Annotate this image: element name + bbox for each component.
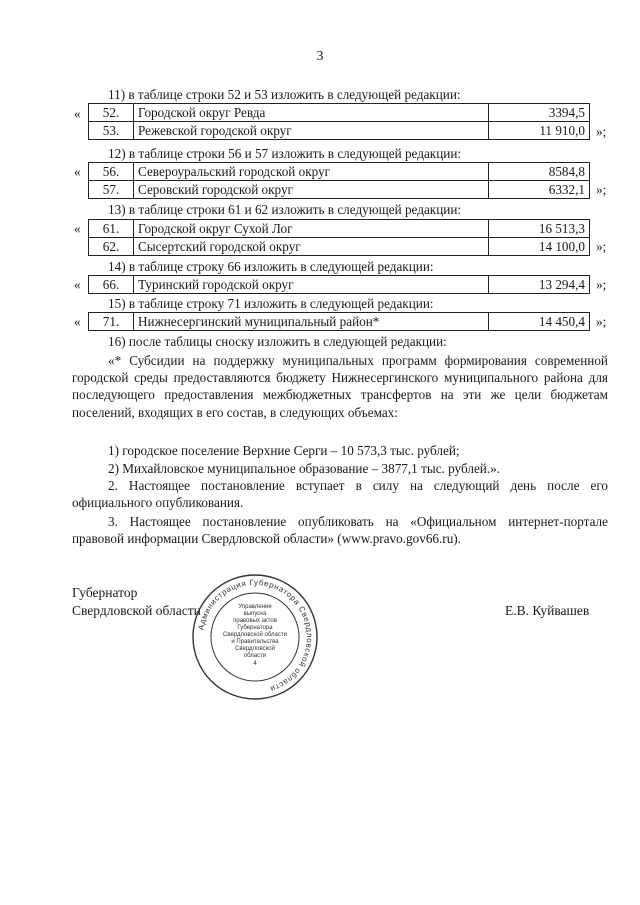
close-quote: »; <box>596 239 607 254</box>
row-value: 14 100,0 <box>489 238 590 256</box>
signatory-title-line2: Свердловской области <box>72 603 201 618</box>
point-3-paragraph <box>72 513 608 547</box>
row-number: 53. <box>89 122 134 140</box>
row-number: 62. <box>89 238 134 256</box>
stamp-line: Управление <box>238 604 272 610</box>
table-row <box>89 220 590 238</box>
row-name: Серовский городской округ <box>134 181 489 199</box>
close-quote: »; <box>596 182 607 197</box>
signatory-name: Е.В. Куйвашев <box>505 603 590 618</box>
table-row <box>89 104 590 122</box>
stamp-line: и Правительства <box>231 639 279 645</box>
open-quote: « <box>74 277 81 292</box>
table-row <box>89 122 590 140</box>
row-value: 6332,1 <box>489 181 590 199</box>
table-fragment-15 <box>88 312 590 331</box>
page-number: 3 <box>316 49 324 64</box>
stamp-line: выпуска <box>243 611 267 617</box>
footnote-paragraph <box>72 352 608 421</box>
table-row <box>89 181 590 199</box>
row-name: Городской округ Сухой Лог <box>134 220 489 238</box>
table-fragment-12 <box>88 162 590 199</box>
row-value: 3394,5 <box>489 104 590 122</box>
stamp-line: Свердловской области <box>222 632 288 638</box>
row-number: 66. <box>89 276 134 294</box>
open-quote: « <box>74 221 81 236</box>
row-name: Североуральский городской округ <box>134 163 489 181</box>
close-quote: »; <box>596 124 607 139</box>
footnote-item-1: 1) городское поселение Верхние Серги – 10 573,3 тыс. рублей; <box>108 443 460 458</box>
row-value: 14 450,4 <box>489 313 590 331</box>
stamp-line: 4 <box>253 661 257 667</box>
row-number: 61. <box>89 220 134 238</box>
table-row <box>89 313 590 331</box>
item-13-intro: 13) в таблице строки 61 и 62 изложить в следующей редакции: <box>108 202 462 217</box>
row-name: Режевской городской округ <box>134 122 489 140</box>
row-name: Туринский городской округ <box>134 276 489 294</box>
item-16-intro: 16) после таблицы сноску изложить в следующей редакции: <box>108 334 447 349</box>
open-quote: « <box>74 314 81 329</box>
point-2-paragraph <box>72 477 608 511</box>
row-name: Сысертский городской округ <box>134 238 489 256</box>
close-quote: »; <box>596 277 607 292</box>
footnote-text: «* Субсидии на поддержку муниципальных программ формирования современной городской среды предоставляются бюджету Нижнесергинского муниципального района для последующего предоставления межбюджетных трансфертов на эти же цели бюджетам поселений, входящих в его состав, в следующих объемах: <box>72 353 608 420</box>
open-quote: « <box>74 106 81 121</box>
table-row <box>89 163 590 181</box>
row-number: 71. <box>89 313 134 331</box>
stamp-line: Свердловской <box>235 646 275 652</box>
open-quote: « <box>74 164 81 179</box>
stamp-line: области <box>243 653 267 659</box>
row-number: 56. <box>89 163 134 181</box>
table-fragment-11 <box>88 103 590 140</box>
stamp-line: правовых актов <box>233 618 277 624</box>
stamp-line: Губернатора <box>237 625 273 631</box>
row-value: 11 910,0 <box>489 122 590 140</box>
close-quote: »; <box>596 314 607 329</box>
footnote-item-2: 2) Михайловское муниципальное образование – 3877,1 тыс. рублей.». <box>108 461 501 476</box>
row-name: Нижнесергинский муниципальный район* <box>134 313 489 331</box>
row-value: 13 294,4 <box>489 276 590 294</box>
signatory-title-line1: Губернатор <box>72 585 138 600</box>
stamp-center-text <box>223 604 287 667</box>
table-fragment-13 <box>88 219 590 256</box>
row-number: 57. <box>89 181 134 199</box>
row-value: 8584,8 <box>489 163 590 181</box>
table-row <box>89 276 590 294</box>
item-12-intro: 12) в таблице строки 56 и 57 изложить в следующей редакции: <box>108 146 462 161</box>
point-3-text: 3. Настоящее постановление опубликовать на «Официальном интернет-портале правовой информации Свердловской области» (www.pravo.gov66.ru). <box>72 514 608 547</box>
item-15-intro: 15) в таблице строку 71 изложить в следующей редакции: <box>108 296 434 311</box>
row-value: 16 513,3 <box>489 220 590 238</box>
table-row <box>89 238 590 256</box>
item-14-intro: 14) в таблице строку 66 изложить в следующей редакции: <box>108 259 434 274</box>
row-number: 52. <box>89 104 134 122</box>
table-fragment-14 <box>88 275 590 294</box>
row-name: Городской округ Ревда <box>134 104 489 122</box>
point-2-text: 2. Настоящее постановление вступает в силу на следующий день после его официального опубликования. <box>72 478 608 511</box>
official-stamp <box>190 572 320 702</box>
item-11-intro: 11) в таблице строки 52 и 53 изложить в следующей редакции: <box>108 87 461 102</box>
stamp-ring-text: Администрация Губернатора Свердловской области <box>196 577 315 694</box>
